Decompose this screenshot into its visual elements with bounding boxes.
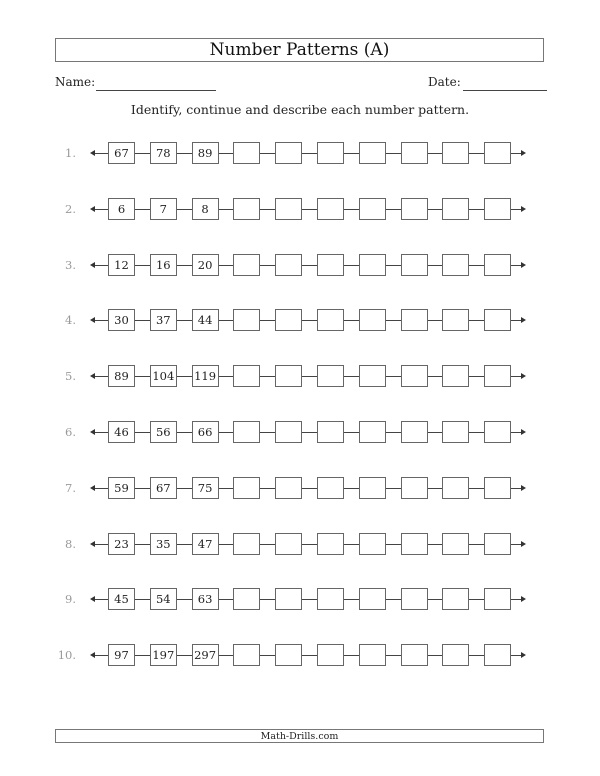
answer-cell[interactable] [233, 198, 260, 220]
footer-site: Math-Drills.com [260, 730, 339, 742]
answer-cell[interactable] [484, 309, 511, 331]
arrow-right-icon [521, 596, 526, 602]
answer-cell[interactable] [401, 254, 428, 276]
pattern-value-cell: 7 [150, 198, 177, 220]
arrow-right-icon [521, 652, 526, 658]
arrow-right-icon [521, 206, 526, 212]
pattern-value-cell: 37 [150, 309, 177, 331]
pattern-row [0, 643, 600, 669]
pattern-value-cell: 47 [192, 533, 219, 555]
pattern-value-cell: 67 [150, 477, 177, 499]
arrow-left-icon [90, 485, 95, 491]
pattern-value-cell: 20 [192, 254, 219, 276]
answer-cell[interactable] [401, 644, 428, 666]
answer-cell[interactable] [442, 254, 469, 276]
answer-cell[interactable] [233, 365, 260, 387]
answer-cell[interactable] [275, 142, 302, 164]
pattern-row [0, 420, 600, 446]
arrow-left-icon [90, 150, 95, 156]
answer-cell[interactable] [233, 254, 260, 276]
answer-cell[interactable] [484, 421, 511, 443]
answer-cell[interactable] [484, 365, 511, 387]
row-number: 2. [65, 201, 76, 216]
arrow-left-icon [90, 206, 95, 212]
pattern-value-cell: 89 [108, 365, 135, 387]
pattern-value-cell: 54 [150, 588, 177, 610]
instructions: Identify, continue and describe each number pattern. [130, 102, 470, 117]
pattern-value-cell: 6 [108, 198, 135, 220]
pattern-value-cell: 59 [108, 477, 135, 499]
pattern-value-cell: 35 [150, 533, 177, 555]
pattern-row [0, 476, 600, 502]
answer-cell[interactable] [275, 421, 302, 443]
pattern-value-cell: 75 [192, 477, 219, 499]
answer-cell[interactable] [484, 588, 511, 610]
pattern-value-cell: 45 [108, 588, 135, 610]
arrow-right-icon [521, 541, 526, 547]
row-number: 4. [65, 313, 76, 328]
answer-cell[interactable] [442, 588, 469, 610]
arrow-right-icon [521, 485, 526, 491]
pattern-value-cell: 67 [108, 142, 135, 164]
answer-cell[interactable] [359, 477, 386, 499]
answer-cell[interactable] [275, 644, 302, 666]
row-number: 9. [65, 592, 76, 607]
footer [55, 729, 544, 743]
answer-cell[interactable] [233, 533, 260, 555]
pattern-value-cell: 8 [192, 198, 219, 220]
row-number: 1. [65, 146, 76, 160]
answer-cell[interactable] [275, 254, 302, 276]
arrow-left-icon [90, 317, 95, 323]
pattern-row [0, 308, 600, 334]
arrow-right-icon [521, 150, 526, 156]
arrow-left-icon [90, 596, 95, 602]
arrow-right-icon [521, 262, 526, 268]
answer-cell[interactable] [317, 254, 344, 276]
answer-cell[interactable] [233, 309, 260, 331]
pattern-value-cell: 197 [150, 644, 177, 666]
row-number: 3. [65, 257, 76, 272]
answer-cell[interactable] [275, 365, 302, 387]
pattern-value-cell: 56 [150, 421, 177, 443]
answer-cell[interactable] [401, 309, 428, 331]
answer-cell[interactable] [484, 533, 511, 555]
pattern-row [0, 364, 600, 390]
answer-cell[interactable] [359, 309, 386, 331]
answer-cell[interactable] [484, 254, 511, 276]
row-number: 8. [65, 536, 76, 551]
pattern-row [0, 197, 600, 223]
arrow-left-icon [90, 429, 95, 435]
pattern-value-cell: 297 [192, 644, 219, 666]
date-label: Date: [428, 75, 461, 89]
answer-cell[interactable] [401, 142, 428, 164]
pattern-value-cell: 46 [108, 421, 135, 443]
answer-cell[interactable] [401, 477, 428, 499]
answer-cell[interactable] [401, 198, 428, 220]
answer-cell[interactable] [359, 644, 386, 666]
answer-cell[interactable] [275, 198, 302, 220]
pattern-value-cell: 16 [150, 254, 177, 276]
answer-cell[interactable] [401, 588, 428, 610]
answer-cell[interactable] [442, 198, 469, 220]
answer-cell[interactable] [484, 142, 511, 164]
answer-cell[interactable] [275, 588, 302, 610]
arrow-right-icon [521, 429, 526, 435]
answer-cell[interactable] [442, 142, 469, 164]
pattern-value-cell: 30 [108, 309, 135, 331]
row-number: 7. [65, 480, 76, 495]
answer-cell[interactable] [317, 533, 344, 555]
pattern-value-cell: 97 [108, 644, 135, 666]
answer-cell[interactable] [359, 533, 386, 555]
answer-cell[interactable] [401, 533, 428, 555]
answer-cell[interactable] [317, 588, 344, 610]
answer-cell[interactable] [484, 198, 511, 220]
row-number: 10. [57, 648, 76, 663]
pattern-row [0, 532, 600, 558]
answer-cell[interactable] [442, 365, 469, 387]
pattern-value-cell: 78 [150, 142, 177, 164]
answer-cell[interactable] [317, 477, 344, 499]
answer-cell[interactable] [317, 198, 344, 220]
arrow-left-icon [90, 541, 95, 547]
worksheet-title: Number Patterns (A) [55, 38, 544, 62]
answer-cell[interactable] [359, 254, 386, 276]
answer-cell[interactable] [317, 644, 344, 666]
answer-cell[interactable] [359, 198, 386, 220]
pattern-value-cell: 66 [192, 421, 219, 443]
pattern-value-cell: 12 [108, 254, 135, 276]
name-field[interactable] [96, 90, 216, 91]
arrow-right-icon [521, 317, 526, 323]
answer-cell[interactable] [442, 421, 469, 443]
answer-cell[interactable] [359, 365, 386, 387]
answer-cell[interactable] [359, 421, 386, 443]
pattern-row [0, 587, 600, 613]
pattern-value-cell: 63 [192, 588, 219, 610]
answer-cell[interactable] [275, 309, 302, 331]
pattern-value-cell: 119 [192, 365, 219, 387]
answer-cell[interactable] [401, 365, 428, 387]
answer-cell[interactable] [233, 142, 260, 164]
pattern-row [0, 141, 600, 167]
pattern-value-cell: 104 [150, 365, 177, 387]
arrow-left-icon [90, 652, 95, 658]
answer-cell[interactable] [442, 309, 469, 331]
arrow-right-icon [521, 373, 526, 379]
answer-cell[interactable] [233, 421, 260, 443]
name-label: Name: [55, 75, 96, 89]
answer-cell[interactable] [484, 644, 511, 666]
row-number: 5. [65, 369, 76, 384]
arrow-left-icon [90, 262, 95, 268]
arrow-left-icon [90, 373, 95, 379]
answer-cell[interactable] [359, 142, 386, 164]
answer-cell[interactable] [317, 421, 344, 443]
answer-cell[interactable] [442, 533, 469, 555]
answer-cell[interactable] [275, 477, 302, 499]
answer-cell[interactable] [233, 588, 260, 610]
date-field[interactable] [463, 90, 547, 91]
answer-cell[interactable] [359, 588, 386, 610]
pattern-value-cell: 89 [192, 142, 219, 164]
row-number: 6. [65, 425, 76, 439]
answer-cell[interactable] [317, 309, 344, 331]
answer-cell[interactable] [442, 644, 469, 666]
pattern-value-cell: 44 [192, 309, 219, 331]
pattern-row [0, 253, 600, 279]
answer-cell[interactable] [233, 644, 260, 666]
answer-cell[interactable] [401, 421, 428, 443]
answer-cell[interactable] [233, 477, 260, 499]
answer-cell[interactable] [484, 477, 511, 499]
answer-cell[interactable] [317, 365, 344, 387]
answer-cell[interactable] [275, 533, 302, 555]
pattern-value-cell: 23 [108, 533, 135, 555]
answer-cell[interactable] [442, 477, 469, 499]
answer-cell[interactable] [317, 142, 344, 164]
